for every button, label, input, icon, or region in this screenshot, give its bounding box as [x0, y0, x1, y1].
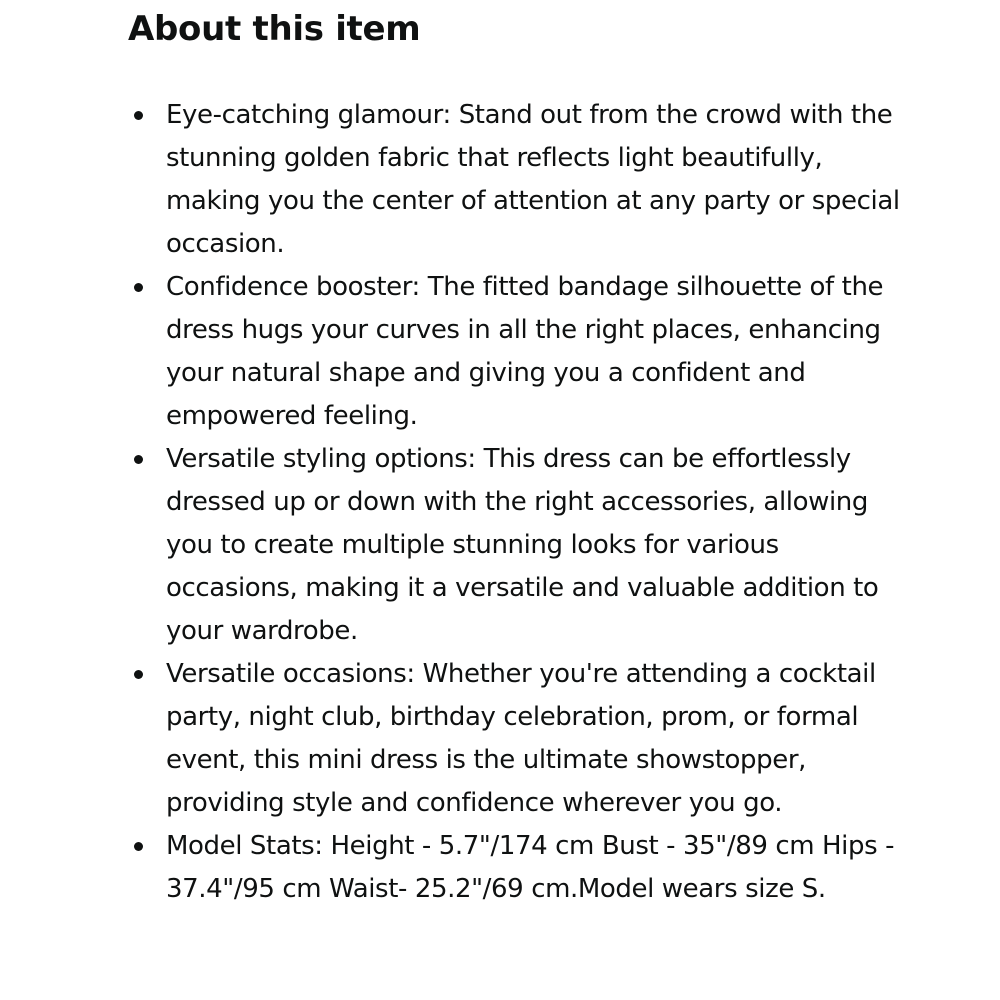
feature-bullet-occasions: [128, 653, 918, 825]
bullet-dot-icon: [134, 455, 143, 464]
feature-bullet-text: Model Stats: Height - 5.7"/174 cm Bust - 35"/89 cm Hips - 37.4"/95 cm Waist- 25.2"/69 cm.Model wears size S.: [166, 831, 895, 904]
feature-bullet-glamour: [128, 94, 918, 266]
bullet-dot-icon: [134, 283, 143, 292]
feature-bullet-text: Versatile occasions: Whether you're attending a cocktail party, night club, birthday celebration, prom, or formal event, this mini dress is the ultimate showstopper, providing style and confidence wherever you go.: [166, 659, 876, 818]
feature-bullet-text: Versatile styling options: This dress can be effortlessly dressed up or down with the right accessories, allowing you to create multiple stunning looks for various occasions, making it a versatile and valuable addition to your wardrobe.: [166, 444, 879, 646]
about-this-item-section: [128, 6, 918, 911]
feature-bullet-list: [128, 94, 918, 911]
bullet-dot-icon: [134, 842, 143, 851]
feature-bullet-styling: [128, 438, 918, 653]
bullet-dot-icon: [134, 111, 143, 120]
feature-bullet-text: Confidence booster: The fitted bandage silhouette of the dress hugs your curves in all the right places, enhancing your natural shape and giving you a confident and empowered feeling.: [166, 272, 884, 431]
feature-bullet-model-stats: [128, 825, 918, 911]
feature-bullet-confidence: [128, 266, 918, 438]
bullet-dot-icon: [134, 670, 143, 679]
feature-bullet-text: Eye-catching glamour: Stand out from the crowd with the stunning golden fabric that reflects light beautifully, making you the center of attention at any party or special occasion.: [166, 100, 900, 259]
section-title: About this item: [128, 9, 421, 49]
